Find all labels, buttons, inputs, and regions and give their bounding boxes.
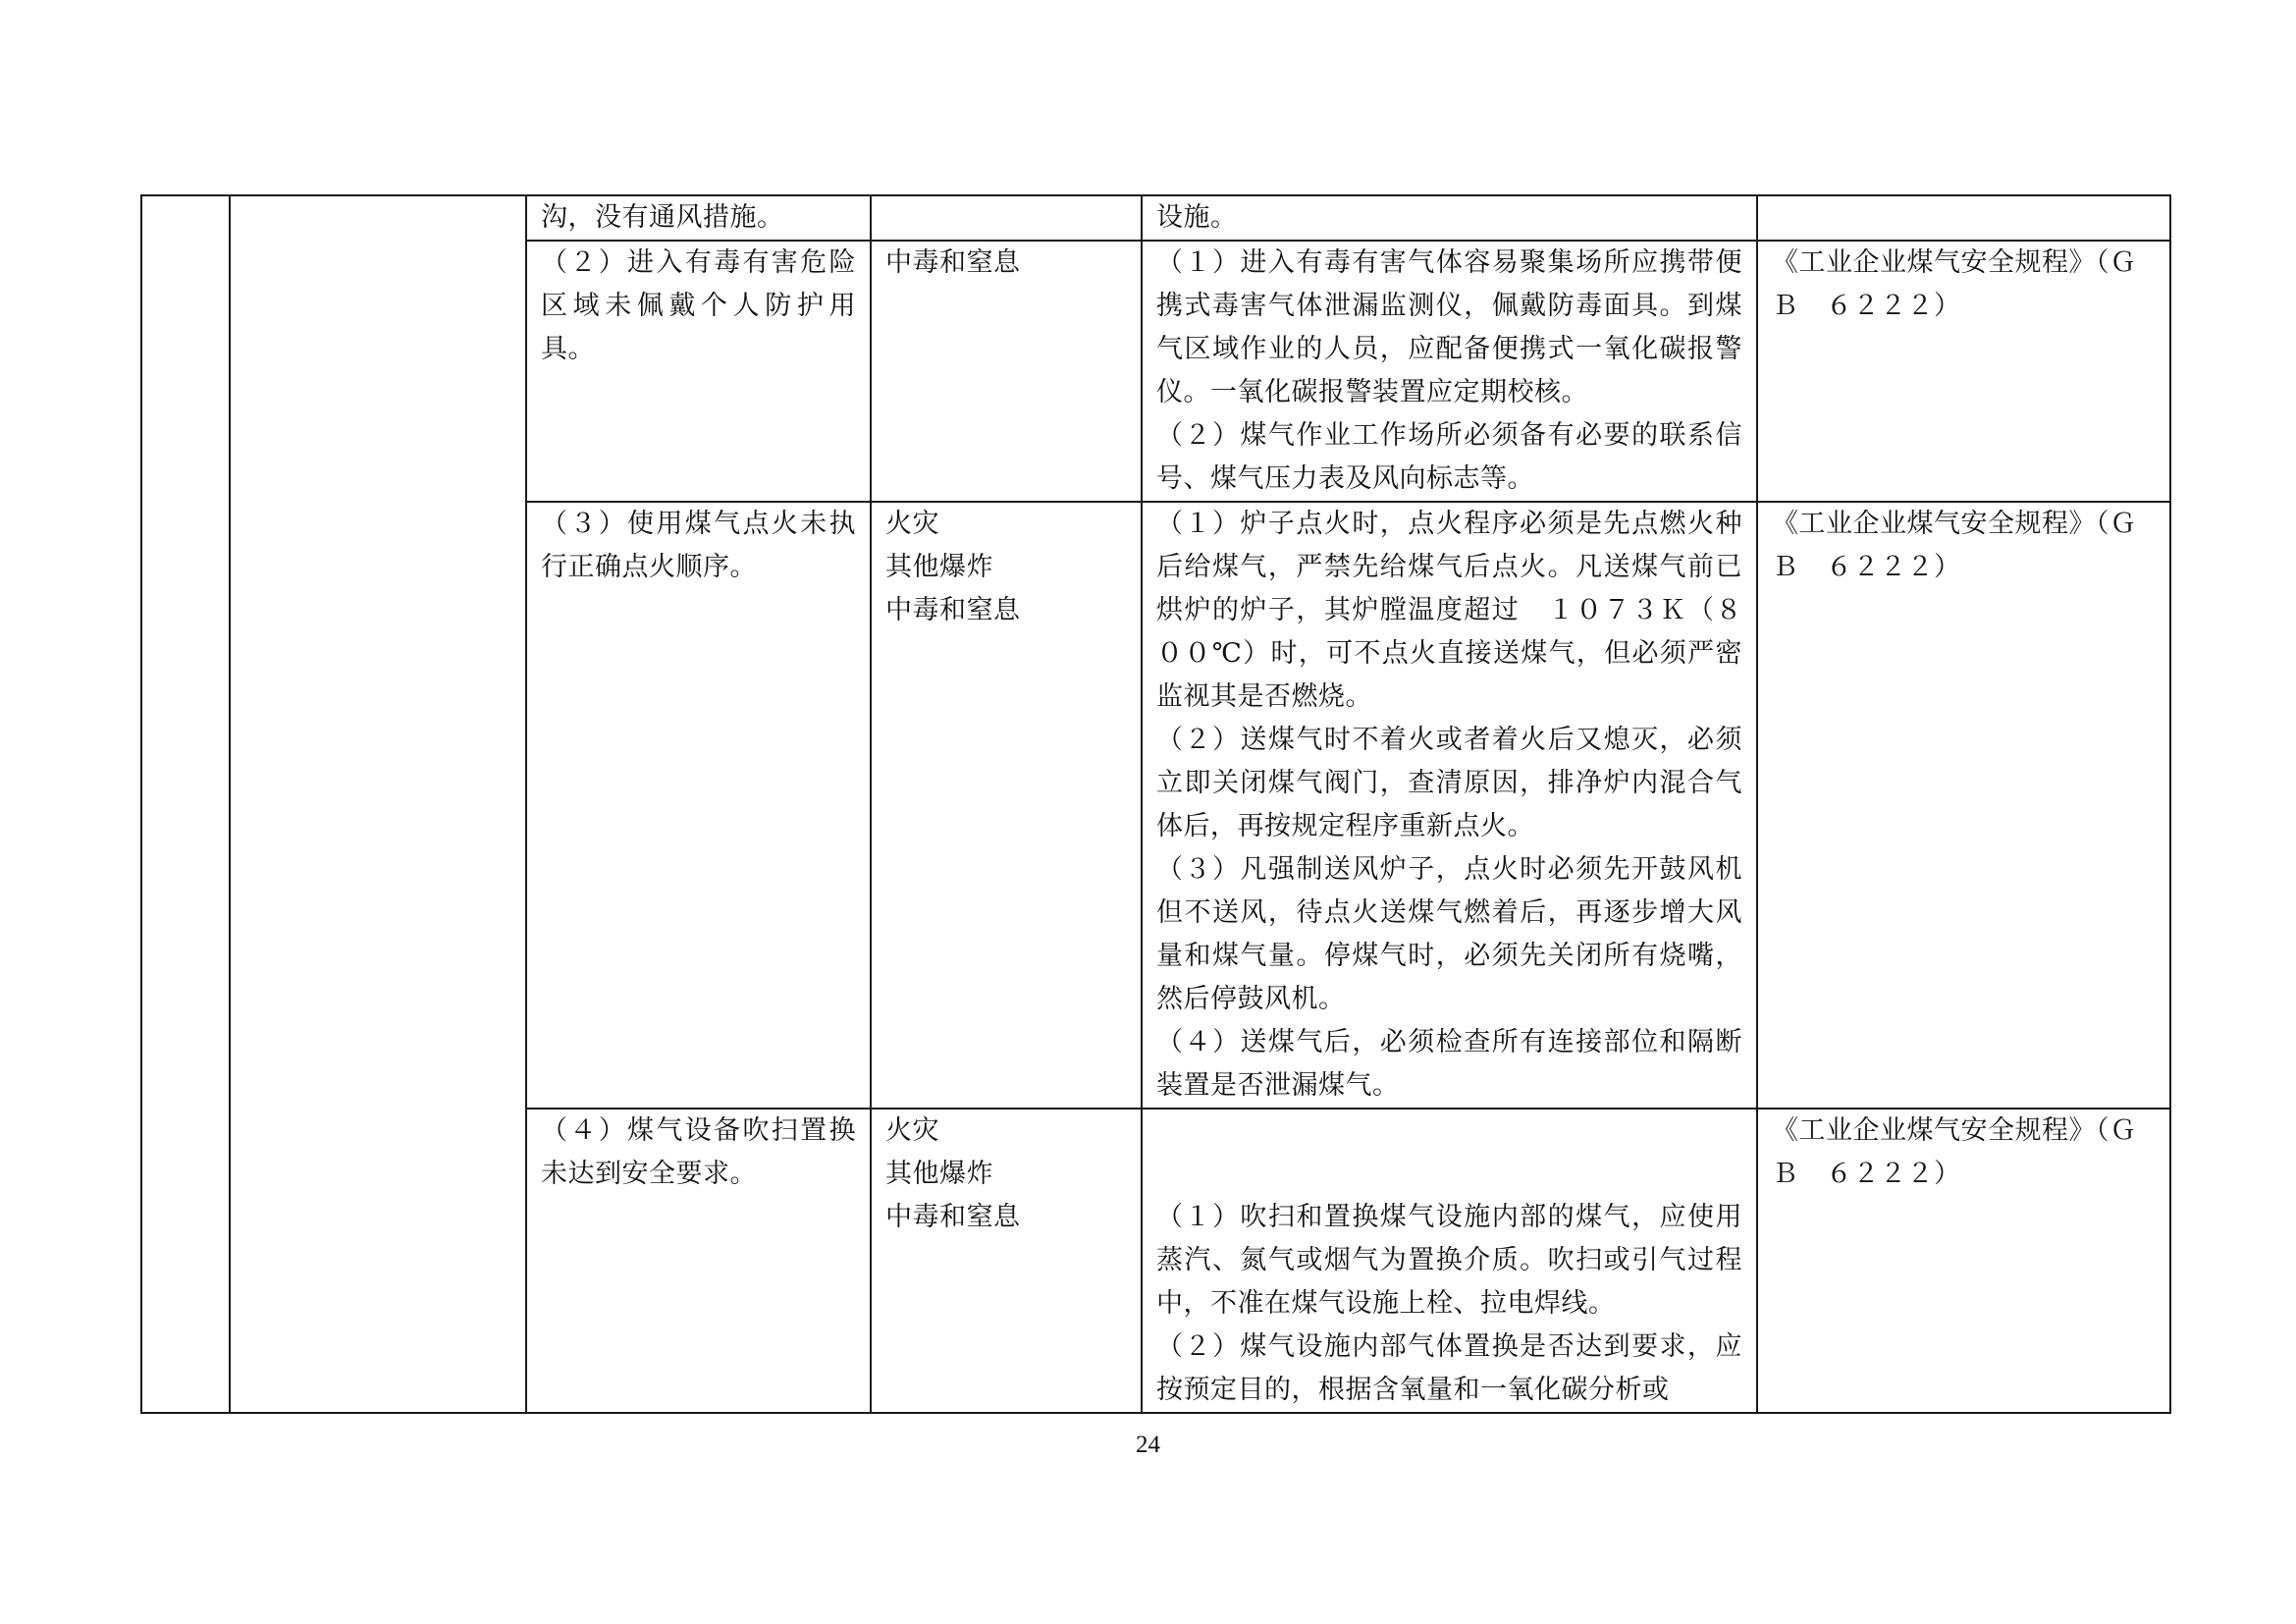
accident-type: 其他爆炸: [885, 552, 993, 582]
measures-cell: [1142, 241, 1757, 502]
basis-cell: 《工业企业煤气安全规程》（ＧＢ ６２２２）: [1757, 502, 2170, 1109]
accident-type: 其他爆炸: [885, 1159, 993, 1189]
measures-cell: [1142, 1109, 1757, 1413]
hazard-cell: （３）使用煤气点火未执行正确点火顺序。: [526, 502, 871, 1109]
basis-cell: 《工业企业煤气安全规程》（ＧＢ ６２２２）: [1757, 1109, 2170, 1413]
index-cell: [141, 195, 230, 1413]
measure-item: （１）炉子点火时，点火程序必须是先点燃火种后给煤气，严禁先给煤气后点火。凡送煤气前已烘炉的炉子，其炉膛温度超过 １０７３Ｋ（８００℃）时，可不点火直接送煤气，但必须严密监视其是否燃烧。: [1156, 509, 1742, 712]
measure-item: （２）送煤气时不着火或者着火后又熄灭，必须立即关闭煤气阀门，查清原因，排净炉内混合气体后，再按规定程序重新点火。: [1156, 725, 1742, 841]
accident-type: 中毒和窒息: [885, 595, 1021, 625]
measures-cell: [1142, 502, 1757, 1109]
measure-item: （２）煤气设施内部气体置换是否达到要求，应按预定目的，根据含氧量和一氧化碳分析或: [1156, 1331, 1742, 1405]
accident-type: 中毒和窒息: [885, 247, 1021, 278]
category-cell: [230, 195, 526, 1413]
measure-item: （３）凡强制送风炉子，点火时必须先开鼓风机但不送风，待点火送煤气燃着后，再逐步增大风量和煤气量。停煤气时，必须先关闭所有烧嘴，然后停鼓风机。: [1156, 854, 1742, 1014]
accident-type: 火灾: [885, 509, 939, 539]
accident-type: 火灾: [885, 1115, 939, 1146]
hazard-cell: （４）煤气设备吹扫置换未达到安全要求。: [526, 1109, 871, 1413]
measure-item: （４）送煤气后，必须检查所有连接部位和隔断装置是否泄漏煤气。: [1156, 1027, 1742, 1101]
measure-item: （１）吹扫和置换煤气设施内部的煤气，应使用蒸汽、氮气或烟气为置换介质。吹扫或引气过程中，不准在煤气设施上栓、拉电焊线。: [1156, 1202, 1742, 1319]
accident-type-cell: [871, 1109, 1142, 1413]
basis-cell: [1757, 195, 2170, 241]
basis-cell: 《工业企业煤气安全规程》（ＧＢ ６２２２）: [1757, 241, 2170, 502]
measure-item: （２）煤气作业工作场所必须备有必要的联系信号、煤气压力表及风向标志等。: [1156, 420, 1742, 494]
hazard-table: [140, 194, 2171, 1414]
accident-type-cell: [871, 502, 1142, 1109]
table-row: [141, 195, 2170, 241]
blank-line: [1156, 1110, 1742, 1153]
accident-type-cell: [871, 195, 1142, 241]
blank-line: [1156, 1153, 1742, 1196]
hazard-cell: （２）进入有毒有害危险区域未佩戴个人防护用具。: [526, 241, 871, 502]
measure-item: （１）进入有毒有害气体容易聚集场所应携带便携式毒害气体泄漏监测仪，佩戴防毒面具。到煤气区域作业的人员，应配备便携式一氧化碳报警仪。一氧化碳报警装置应定期校核。: [1156, 247, 1742, 407]
page-number: 24: [1136, 1432, 1160, 1458]
measure-item: 设施。: [1156, 202, 1238, 233]
accident-type-cell: [871, 241, 1142, 502]
measures-cell: [1142, 195, 1757, 241]
accident-type: 中毒和窒息: [885, 1202, 1021, 1232]
hazard-cell: 沟，没有通风措施。: [526, 195, 871, 241]
